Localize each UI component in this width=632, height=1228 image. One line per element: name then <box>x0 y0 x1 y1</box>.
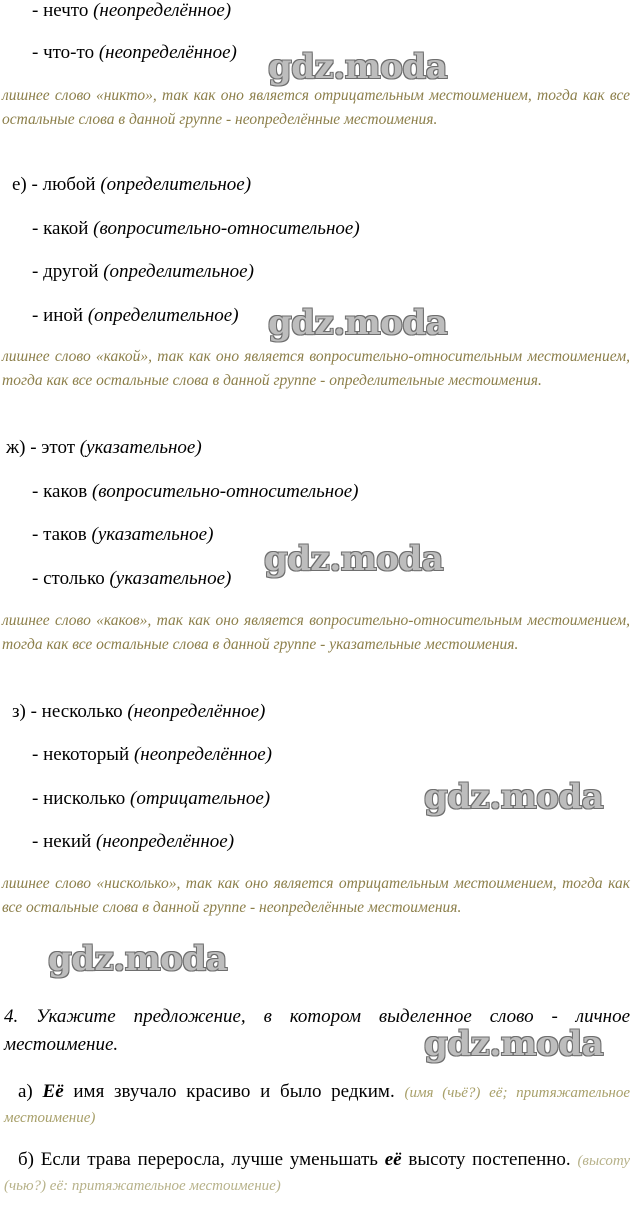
pronoun-kind: (определительное) <box>87 305 239 326</box>
pronoun-word: - нечто <box>32 0 89 21</box>
explanation-text: лишнее слово «каков», так как оно является вопросительно-относительным местоимением, тогда как все остальные слова в данной группе - указательные местоимения. <box>2 612 630 653</box>
pronoun-kind: (указательное) <box>91 524 214 545</box>
pronoun-kind: (неопределённое) <box>127 701 266 722</box>
highlighted-word: Её <box>42 1081 64 1102</box>
watermark: gdz.moda <box>48 939 228 979</box>
list-item <box>12 701 265 723</box>
pronoun-kind: (указательное) <box>109 568 232 589</box>
watermark: gdz.moda <box>268 303 448 343</box>
pronoun-word: - какой <box>32 218 89 239</box>
answer-option-a <box>4 1080 630 1130</box>
list-item <box>32 788 270 810</box>
pronoun-word: - иной <box>32 305 84 326</box>
list-item <box>32 568 231 590</box>
option-text: высоту постепенно. <box>408 1149 571 1170</box>
list-item <box>12 174 251 196</box>
list-item <box>32 305 239 327</box>
pronoun-kind: (вопросительно-относительное) <box>93 218 360 239</box>
watermark: gdz.moda <box>268 47 448 87</box>
watermark: gdz.moda <box>424 777 604 817</box>
pronoun-kind: (неопределённое) <box>96 831 235 852</box>
option-text: б) Если трава переросла, лучше уменьшать <box>18 1149 378 1170</box>
explanation-text: лишнее слово «никто», так как оно является отрицательным местоимением, тогда как все остальные слова в данной группе - неопределённые местоимения. <box>2 87 630 128</box>
list-item <box>32 481 358 503</box>
pronoun-word: ж) - этот <box>6 437 76 458</box>
watermark: gdz.moda <box>264 539 444 579</box>
pronoun-kind: (определительное) <box>100 174 252 195</box>
pronoun-word: - столько <box>32 568 105 589</box>
pronoun-kind: (вопросительно-относительное) <box>91 481 359 502</box>
pronoun-word: - таков <box>32 524 87 545</box>
watermark: gdz.moda <box>424 1024 604 1064</box>
list-item <box>32 218 360 240</box>
option-text: имя звучало красиво и было редким. <box>73 1081 395 1102</box>
answer-note: (имя (чьё?) её; притяжательное местоимение) <box>4 1085 631 1126</box>
pronoun-word: - каков <box>32 481 88 502</box>
list-item <box>32 42 237 64</box>
pronoun-kind: (указательное) <box>79 437 202 458</box>
list-item <box>32 831 234 853</box>
list-item <box>6 437 202 459</box>
pronoun-word: - другой <box>32 261 99 282</box>
pronoun-kind: (определительное) <box>103 261 254 282</box>
list-item <box>32 524 213 546</box>
explanation-text: лишнее слово «нисколько», так как оно является отрицательным местоимением, тогда как все остальные слова в данной группе - неопределённые местоимения. <box>2 875 630 916</box>
pronoun-kind: (отрицательное) <box>130 788 271 809</box>
pronoun-word: - некий <box>32 831 92 852</box>
pronoun-word: з) - несколько <box>12 701 123 722</box>
answer-note: (высоту (чью?) её: притяжательное местоимение) <box>4 1153 631 1194</box>
pronoun-word: - что-то <box>32 42 95 63</box>
list-item <box>32 261 254 283</box>
list-item <box>32 0 231 22</box>
pronoun-kind: (неопределённое) <box>98 42 237 63</box>
highlighted-word: её <box>384 1149 402 1170</box>
list-item <box>32 744 272 766</box>
pronoun-word: - нисколько <box>32 788 126 809</box>
pronoun-word: - некоторый <box>32 744 130 765</box>
task-question: 4. Укажите предложение, в котором выделенное слово - личное местоимение. <box>4 1006 630 1055</box>
pronoun-kind: (неопределённое) <box>93 0 232 21</box>
option-label: а) <box>18 1081 33 1102</box>
pronoun-word: е) - любой <box>12 174 96 195</box>
answer-option-b <box>4 1148 630 1198</box>
pronoun-kind: (неопределённое) <box>133 744 272 765</box>
explanation-text: лишнее слово «какой», так как оно является вопросительно-относительным местоимением, тогда как все остальные слова в данной группе - определительные местоимения. <box>2 348 630 389</box>
